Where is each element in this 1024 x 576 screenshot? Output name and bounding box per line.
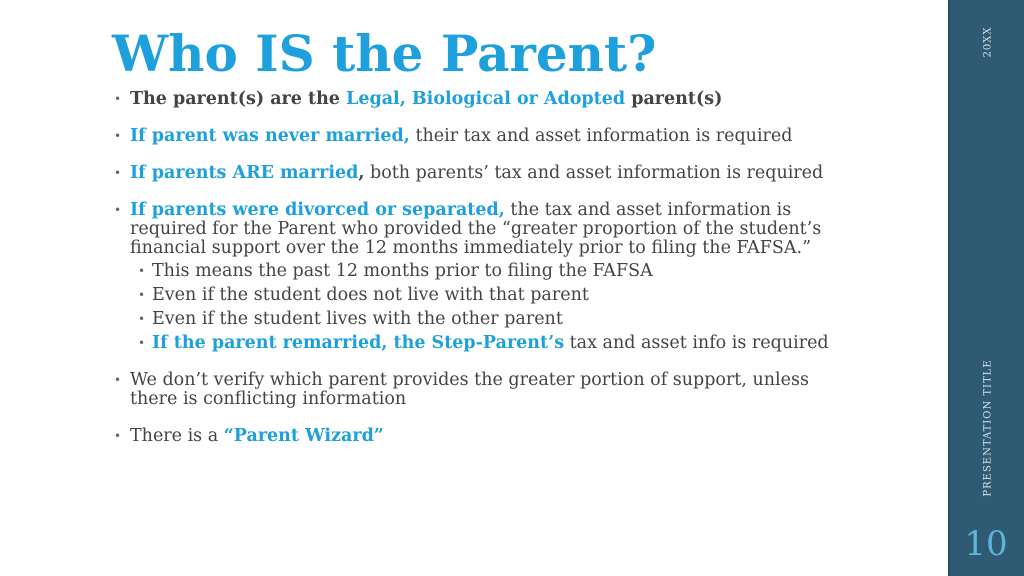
- sidebar-divider: [948, 0, 950, 576]
- sub-bullet-past-12-months: [130, 262, 834, 281]
- sub-bullet-highlight: If the parent remarried, the Step-Parent’s: [152, 333, 565, 353]
- bullet-highlight: If parents ARE married: [130, 163, 359, 183]
- bullet-dot-icon: •: [114, 203, 122, 217]
- sub-bullet-dot-icon: •: [138, 336, 146, 350]
- sub-bullet-step-parent: [130, 334, 834, 353]
- bullet-highlight: “Parent Wizard”: [223, 426, 384, 446]
- bullet-divorced: [114, 201, 834, 353]
- bullet-comma: ,: [358, 163, 365, 183]
- bullet-highlight: If parent was never married,: [130, 126, 410, 146]
- bullet-married: [114, 164, 834, 183]
- bullet-tail: both parents’ tax and asset information is required: [364, 163, 824, 183]
- sub-bullet-tail: tax and asset info is required: [564, 333, 829, 353]
- slide-date: 20XX: [982, 26, 994, 58]
- bullet-parent-wizard: [114, 427, 834, 446]
- sub-bullet-list: [130, 262, 834, 353]
- bullet-never-married: [114, 127, 834, 146]
- sub-bullet-text: Even if the student does not live with that parent: [152, 285, 589, 305]
- bullet-highlight: If parents were divorced or separated: [130, 200, 499, 220]
- bullet-verification: [114, 371, 834, 409]
- bullet-comma: ,: [498, 200, 505, 220]
- bullet-dot-icon: •: [114, 429, 122, 443]
- bullet-text: We don’t verify which parent provides the greater portion of support, unless there is conflicting information: [130, 370, 809, 409]
- sub-bullet-not-live-with: [130, 286, 834, 305]
- bullet-list: [114, 90, 834, 464]
- sub-bullet-dot-icon: •: [138, 312, 146, 326]
- bullet-lead: There is a: [130, 426, 224, 446]
- sub-bullet-text: This means the past 12 months prior to filing the FAFSA: [152, 261, 653, 281]
- bullet-dot-icon: •: [114, 166, 122, 180]
- bullet-lead: The parent(s) are the: [130, 89, 347, 109]
- slide-number: 10: [964, 524, 1008, 564]
- sub-bullet-dot-icon: •: [138, 264, 146, 278]
- bullet-highlight: Legal, Biological or Adopted: [346, 89, 626, 109]
- bullet-legal-parent: [114, 90, 834, 109]
- sub-bullet-dot-icon: •: [138, 288, 146, 302]
- bullet-dot-icon: •: [114, 373, 122, 387]
- sub-bullet-text: Even if the student lives with the other parent: [152, 309, 563, 329]
- bullet-tail: the tax and asset information is required for the Parent who provided the “greater proportion of the student’s financial support over the 12 months immediately prior to filing the FAFSA.”: [130, 200, 822, 258]
- bullet-dot-icon: •: [114, 92, 122, 106]
- bullet-tail: their tax and asset information is required: [409, 126, 793, 146]
- bullet-tail: parent(s): [625, 89, 723, 109]
- slide-title: Who IS the Parent?: [112, 24, 657, 83]
- sub-bullet-lives-with-other: [130, 310, 834, 329]
- presentation-title: PRESENTATION TITLE: [982, 359, 994, 497]
- bullet-dot-icon: •: [114, 129, 122, 143]
